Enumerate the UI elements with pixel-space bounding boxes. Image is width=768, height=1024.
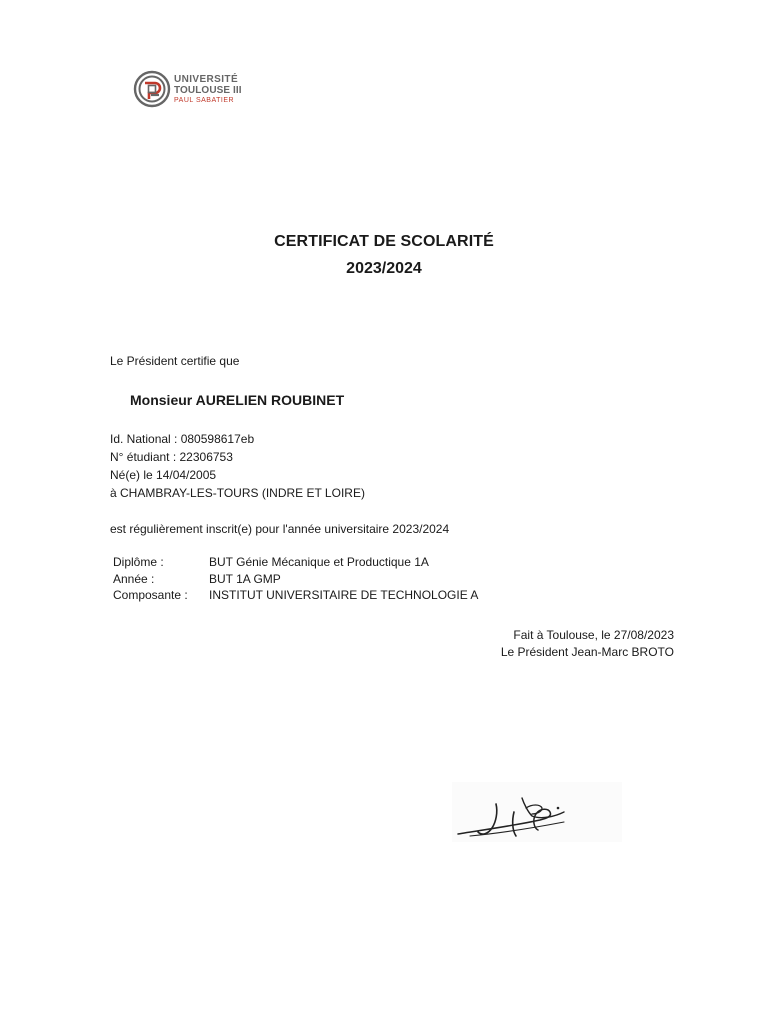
national-id: Id. National : 080598617eb xyxy=(110,432,255,446)
student-info xyxy=(110,430,365,502)
enrollment-statement: est régulièrement inscrit(e) pour l'année universitaire 2023/2024 xyxy=(110,522,450,536)
birth-place: à CHAMBRAY-LES-TOURS (INDRE ET LOIRE) xyxy=(110,486,365,500)
detail-row-year xyxy=(113,571,478,588)
logo-line-3: PAUL SABATIER xyxy=(174,97,235,104)
university-emblem-icon xyxy=(135,72,169,106)
certificate-heading xyxy=(0,232,768,279)
handwritten-signature xyxy=(452,782,622,842)
enrollment-details xyxy=(113,554,478,604)
detail-label: Année : xyxy=(113,571,155,586)
detail-value: BUT 1A GMP xyxy=(209,571,281,586)
birth-date: Né(e) le 14/04/2005 xyxy=(110,468,217,482)
detail-value: BUT Génie Mécanique et Productique 1A xyxy=(209,555,429,569)
logo-line-2: TOULOUSE III xyxy=(174,85,242,96)
detail-value: INSTITUT UNIVERSITAIRE DE TECHNOLOGIE A xyxy=(209,588,479,602)
intro-text: Le Président certifie que xyxy=(110,354,240,368)
detail-row-diploma xyxy=(113,554,478,571)
certificate-title: CERTIFICAT DE SCOLARITÉ xyxy=(274,233,494,250)
logo-line-1: UNIVERSITÉ xyxy=(174,74,239,85)
student-number: N° étudiant : 22306753 xyxy=(110,450,233,464)
student-name: Monsieur AURELIEN ROUBINET xyxy=(130,392,345,408)
certificate-year: 2023/2024 xyxy=(346,260,422,277)
signoff xyxy=(501,627,674,661)
detail-row-component xyxy=(113,587,478,604)
signatory: Le Président Jean-Marc BROTO xyxy=(500,645,674,659)
university-logo xyxy=(133,70,253,110)
detail-label: Composante : xyxy=(113,588,188,602)
detail-label: Diplôme : xyxy=(113,555,164,569)
place-date: Fait à Toulouse, le 27/08/2023 xyxy=(513,628,674,642)
